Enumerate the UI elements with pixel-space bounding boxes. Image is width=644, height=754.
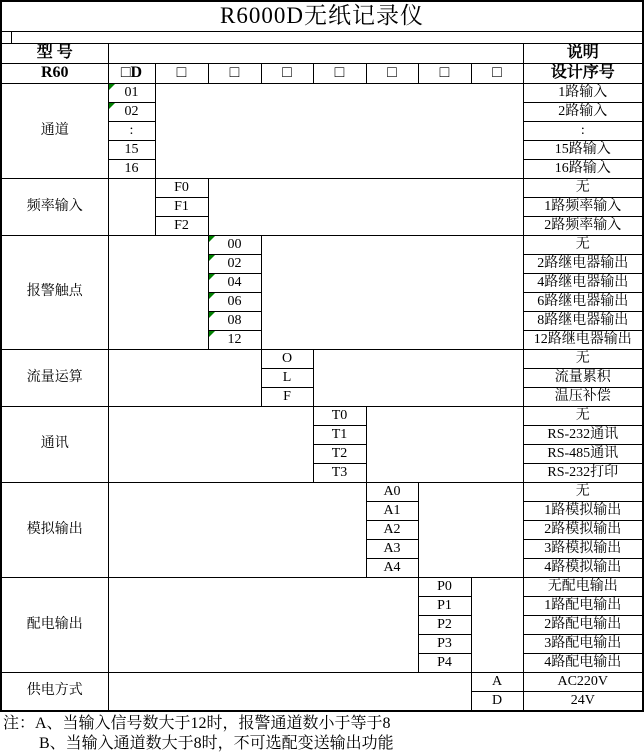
section-label-communication: 通讯 xyxy=(1,407,108,483)
comment-marker-icon xyxy=(109,84,115,90)
code-cell: T3 xyxy=(313,464,366,483)
model-header-label: 型 号 xyxy=(1,44,108,64)
code-cell: P2 xyxy=(418,616,471,635)
code-cell: 12 xyxy=(208,331,261,350)
empty-cell xyxy=(471,578,523,673)
section-label-frequency-input: 频率输入 xyxy=(1,179,108,236)
code-cell: A xyxy=(471,673,523,692)
comment-marker-icon xyxy=(209,236,215,242)
desc-cell: 6路继电器输出 xyxy=(523,293,643,312)
code-cell: 04 xyxy=(208,274,261,293)
code-cell: 02 xyxy=(208,255,261,274)
code-cell: 01 xyxy=(108,84,155,103)
empty-cell xyxy=(108,179,155,236)
code-box-3: □ xyxy=(208,64,261,84)
empty-cell xyxy=(155,84,523,179)
desc-cell: 温压补偿 xyxy=(523,388,643,407)
description-header-label: 说明 xyxy=(523,44,643,64)
desc-cell: 无 xyxy=(523,407,643,426)
desc-cell: 2路继电器输出 xyxy=(523,255,643,274)
code-box-1: □D xyxy=(108,64,155,84)
code-cell: 06 xyxy=(208,293,261,312)
desc-cell: 2路配电输出 xyxy=(523,616,643,635)
comment-marker-icon xyxy=(209,312,215,318)
desc-cell: 流量累积 xyxy=(523,369,643,388)
code-cell: T2 xyxy=(313,445,366,464)
code-cell: A0 xyxy=(366,483,418,502)
desc-cell: 24V xyxy=(523,692,643,712)
empty-cell xyxy=(108,350,261,407)
desc-cell: 无 xyxy=(523,483,643,502)
code-cell: F1 xyxy=(155,198,208,217)
desc-cell: 3路模拟输出 xyxy=(523,540,643,559)
code-cell: A2 xyxy=(366,521,418,540)
code-cell: A3 xyxy=(366,540,418,559)
code-cell: F xyxy=(261,388,313,407)
desc-cell: 15路输入 xyxy=(523,141,643,160)
desc-cell: 4路配电输出 xyxy=(523,654,643,673)
model-header-spacer xyxy=(108,44,523,64)
comment-marker-icon xyxy=(109,103,115,109)
desc-cell: RS-485通讯 xyxy=(523,445,643,464)
code-cell: F2 xyxy=(155,217,208,236)
code-box-6: □ xyxy=(366,64,418,84)
empty-cell xyxy=(108,483,366,578)
comment-marker-icon xyxy=(209,293,215,299)
section-label-flow-calc: 流量运算 xyxy=(1,350,108,407)
code-cell: T0 xyxy=(313,407,366,426)
desc-cell: 1路配电输出 xyxy=(523,597,643,616)
page-title: R6000D无纸记录仪 xyxy=(1,1,643,32)
code-box-2: □ xyxy=(155,64,208,84)
model-prefix: R60 xyxy=(1,64,108,84)
code-cell: F0 xyxy=(155,179,208,198)
code-cell: P4 xyxy=(418,654,471,673)
desc-cell: 无配电输出 xyxy=(523,578,643,597)
section-label-power-supply: 供电方式 xyxy=(1,673,108,712)
desc-cell: 12路继电器输出 xyxy=(523,331,643,350)
empty-cell xyxy=(108,407,313,483)
desc-cell: 1路频率输入 xyxy=(523,198,643,217)
empty-cell xyxy=(313,350,523,407)
desc-cell: 8路继电器输出 xyxy=(523,312,643,331)
code-cell: P3 xyxy=(418,635,471,654)
footnote-a: 注：A、当输入信号数大于12时，报警通道数小于等于8 xyxy=(3,715,391,732)
code-cell: 00 xyxy=(208,236,261,255)
code-cell: A1 xyxy=(366,502,418,521)
comment-marker-icon xyxy=(209,331,215,337)
desc-cell: 2路频率输入 xyxy=(523,217,643,236)
code-cell: A4 xyxy=(366,559,418,578)
code-cell: 08 xyxy=(208,312,261,331)
code-cell: 15 xyxy=(108,141,155,160)
code-cell: D xyxy=(471,692,523,712)
empty-cell xyxy=(108,236,208,350)
code-cell: L xyxy=(261,369,313,388)
comment-marker-icon xyxy=(209,255,215,261)
code-cell: O xyxy=(261,350,313,369)
empty-cell xyxy=(108,673,471,712)
code-box-7: □ xyxy=(418,64,471,84)
desc-cell: RS-232通讯 xyxy=(523,426,643,445)
code-cell: : xyxy=(108,122,155,141)
code-cell: P0 xyxy=(418,578,471,597)
code-cell: T1 xyxy=(313,426,366,445)
desc-cell: 无 xyxy=(523,350,643,369)
code-cell: 16 xyxy=(108,160,155,179)
desc-cell: 无 xyxy=(523,236,643,255)
empty-cell xyxy=(208,179,523,236)
desc-cell: 4路模拟输出 xyxy=(523,559,643,578)
section-label-channel: 通道 xyxy=(1,84,108,179)
desc-cell: AC220V xyxy=(523,673,643,692)
desc-cell: : xyxy=(523,122,643,141)
footnotes xyxy=(0,714,644,754)
section-label-power-dist-output: 配电输出 xyxy=(1,578,108,673)
code-box-5: □ xyxy=(313,64,366,84)
desc-cell: 1路模拟输出 xyxy=(523,502,643,521)
code-cell: P1 xyxy=(418,597,471,616)
empty-cell xyxy=(261,236,523,350)
section-label-alarm-contacts: 报警触点 xyxy=(1,236,108,350)
serial-header-label: 设计序号 xyxy=(523,64,643,84)
desc-cell: 无 xyxy=(523,179,643,198)
code-box-4: □ xyxy=(261,64,313,84)
section-label-analog-output: 模拟输出 xyxy=(1,483,108,578)
empty-cell xyxy=(418,483,523,578)
desc-cell: 16路输入 xyxy=(523,160,643,179)
footnote-b: B、当输入通道数大于8时，不可选配变送输出功能 xyxy=(39,735,394,752)
empty-cell xyxy=(108,578,418,673)
desc-cell: 2路输入 xyxy=(523,103,643,122)
code-cell: 02 xyxy=(108,103,155,122)
desc-cell: 2路模拟输出 xyxy=(523,521,643,540)
desc-cell: RS-232打印 xyxy=(523,464,643,483)
desc-cell: 3路配电输出 xyxy=(523,635,643,654)
empty-cell xyxy=(366,407,523,483)
spacer-row xyxy=(1,32,643,44)
code-box-8: □ xyxy=(471,64,523,84)
desc-cell: 1路输入 xyxy=(523,84,643,103)
desc-cell: 4路继电器输出 xyxy=(523,274,643,293)
comment-marker-icon xyxy=(209,274,215,280)
spacer-column-divider xyxy=(2,32,12,43)
